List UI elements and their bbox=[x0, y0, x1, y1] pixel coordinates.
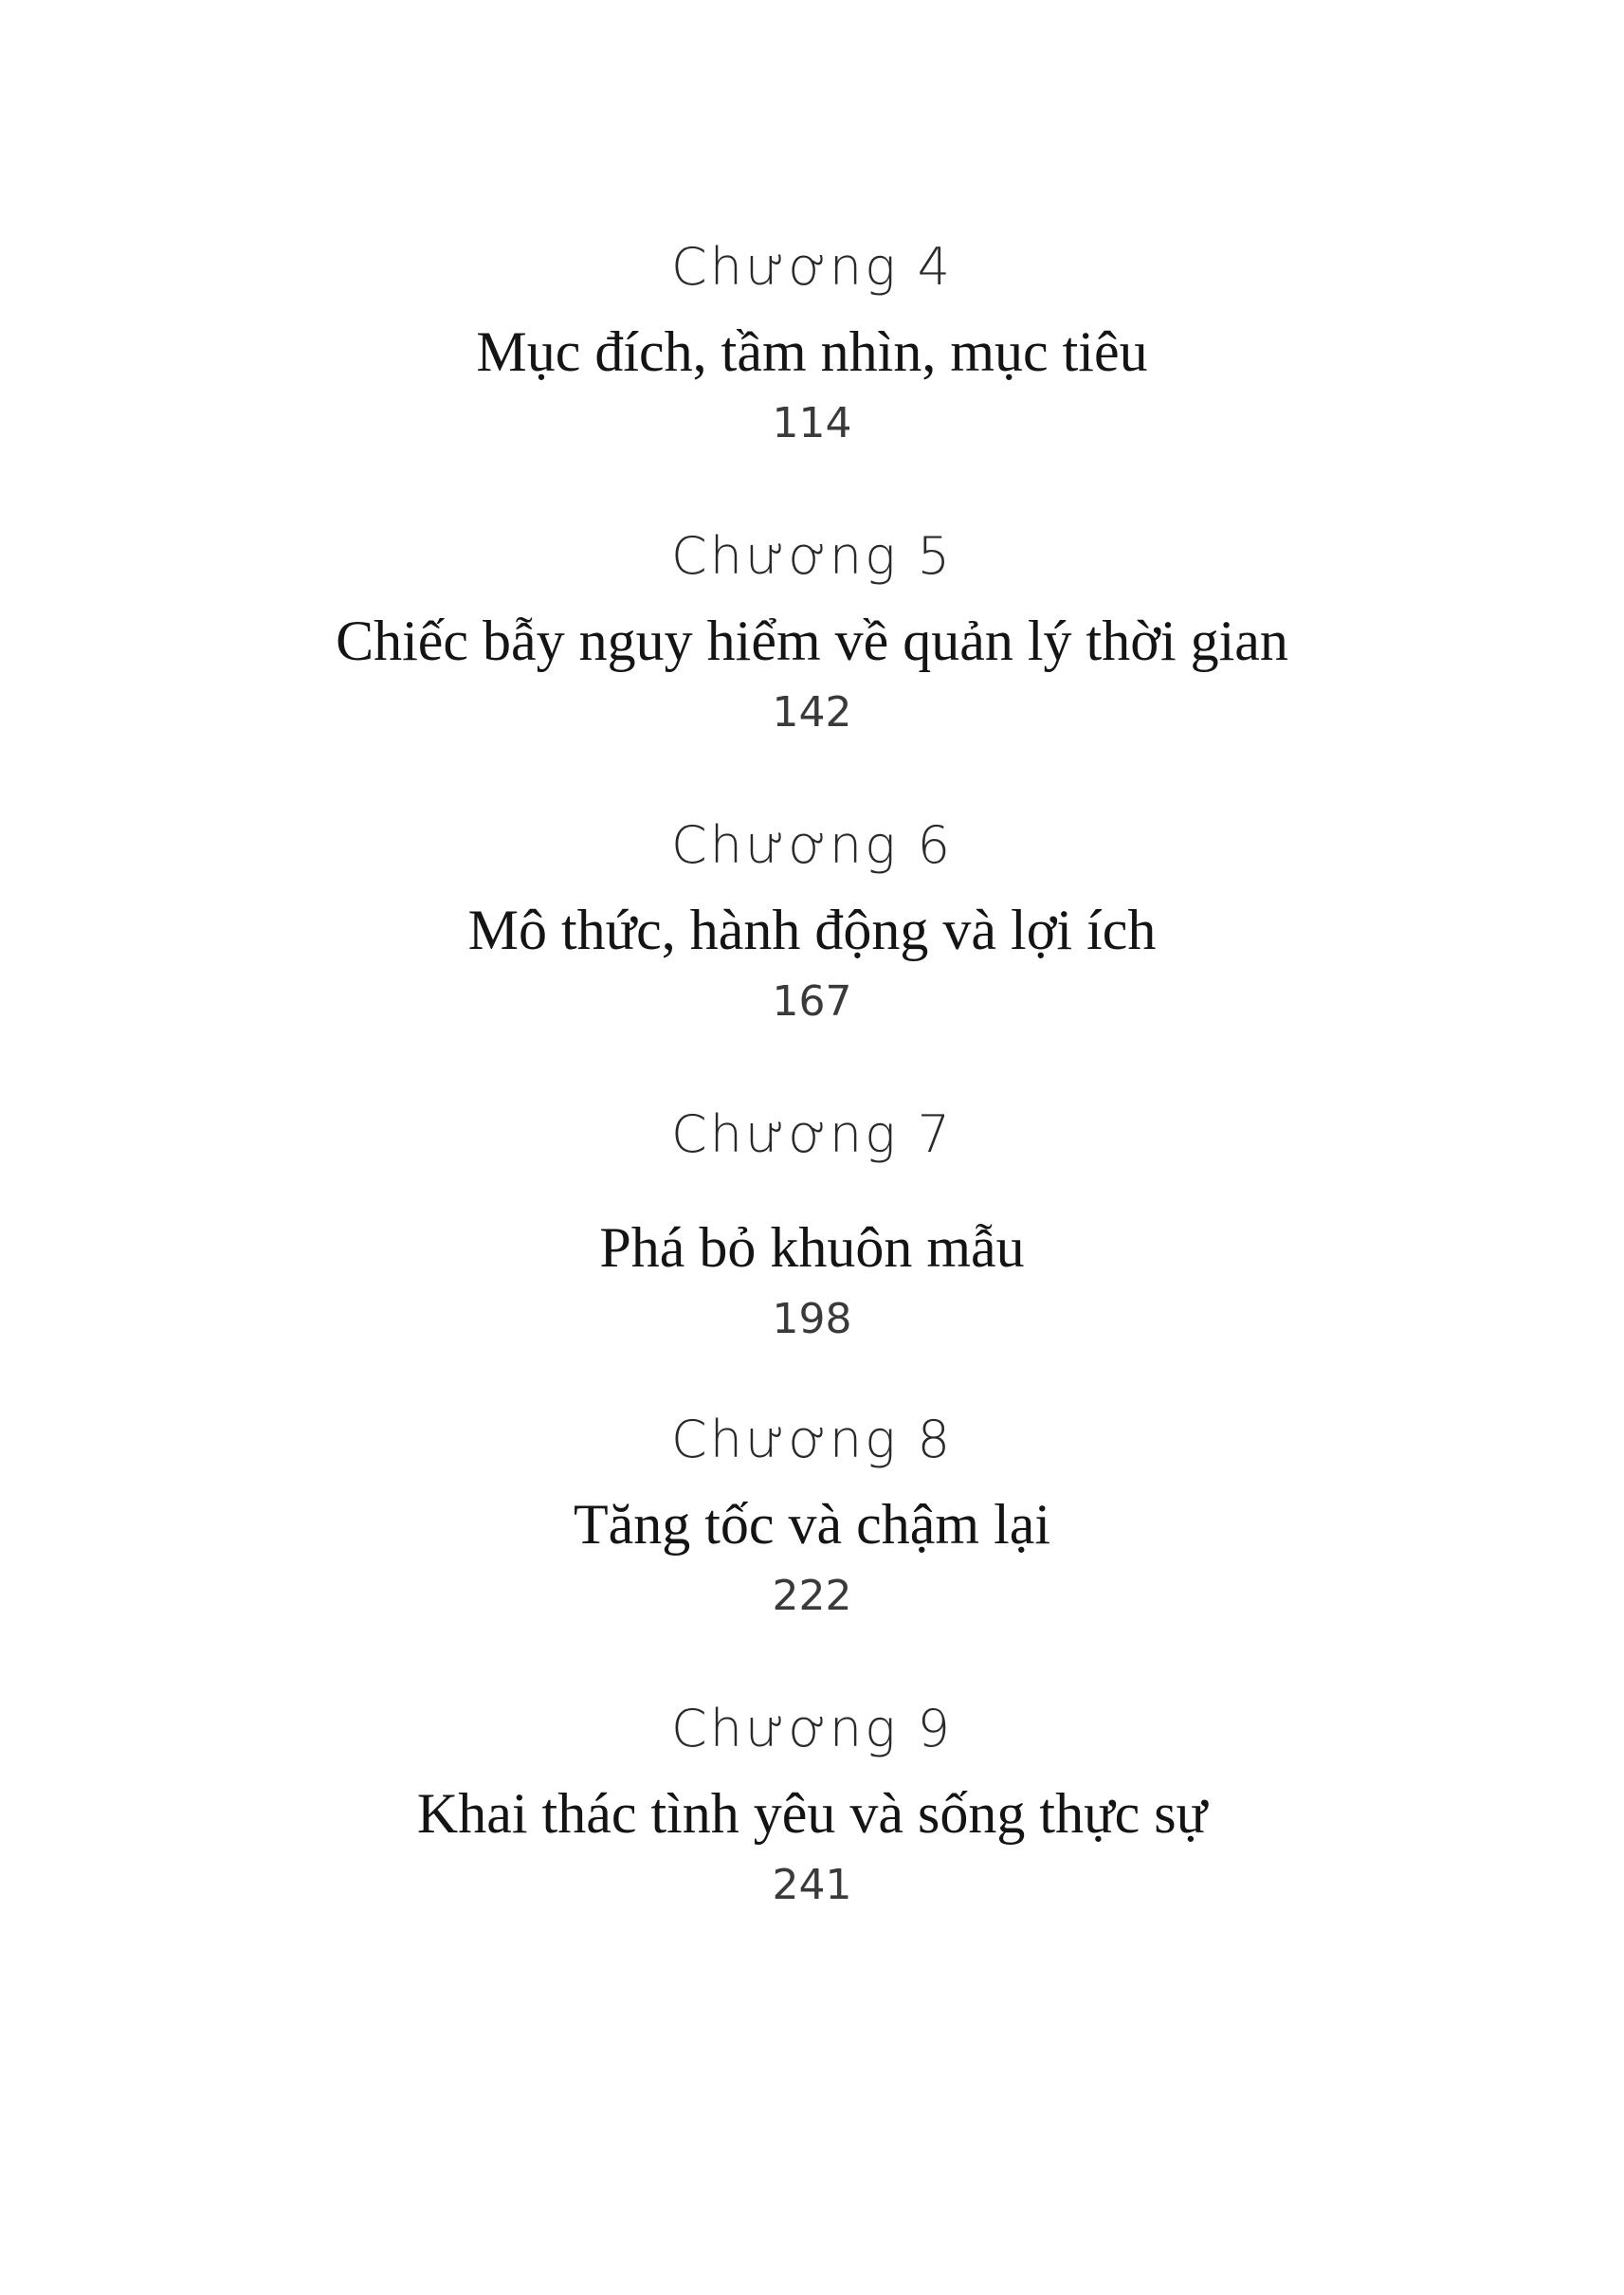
chapter-title: Mô thức, hành động và lợi ích bbox=[467, 899, 1157, 961]
chapter-title: Phá bỏ khuôn mẫu bbox=[599, 1216, 1025, 1279]
chapter-label: Chương 4 bbox=[670, 237, 953, 297]
toc-entry-chapter-4 bbox=[0, 237, 1624, 452]
chapter-title: Tăng tốc và chậm lại bbox=[573, 1493, 1051, 1556]
page-number: 114 bbox=[772, 399, 852, 447]
page-number: 142 bbox=[772, 688, 852, 737]
toc-entry-chapter-9 bbox=[0, 1699, 1624, 1914]
chapter-label: Chương 8 bbox=[670, 1410, 953, 1469]
toc-entry-chapter-8 bbox=[0, 1410, 1624, 1625]
chapter-label: Chương 6 bbox=[670, 815, 953, 875]
page-number: 198 bbox=[772, 1295, 852, 1343]
chapter-title: Mục đích, tầm nhìn, mục tiêu bbox=[476, 320, 1148, 383]
chapter-title: Chiếc bẫy nguy hiểm về quản lý thời gian bbox=[336, 610, 1288, 672]
page-number: 241 bbox=[772, 1861, 852, 1909]
toc-entry-chapter-6 bbox=[0, 815, 1624, 1030]
chapter-label: Chương 7 bbox=[670, 1104, 953, 1164]
chapter-title: Khai thác tình yêu và sống thực sự bbox=[416, 1782, 1208, 1845]
page-number: 222 bbox=[772, 1572, 852, 1620]
toc-entry-chapter-5 bbox=[0, 526, 1624, 741]
chapter-label: Chương 9 bbox=[670, 1699, 953, 1758]
page-number: 167 bbox=[772, 977, 852, 1026]
chapter-label: Chương 5 bbox=[670, 526, 953, 586]
toc-entry-chapter-7 bbox=[0, 1104, 1624, 1348]
